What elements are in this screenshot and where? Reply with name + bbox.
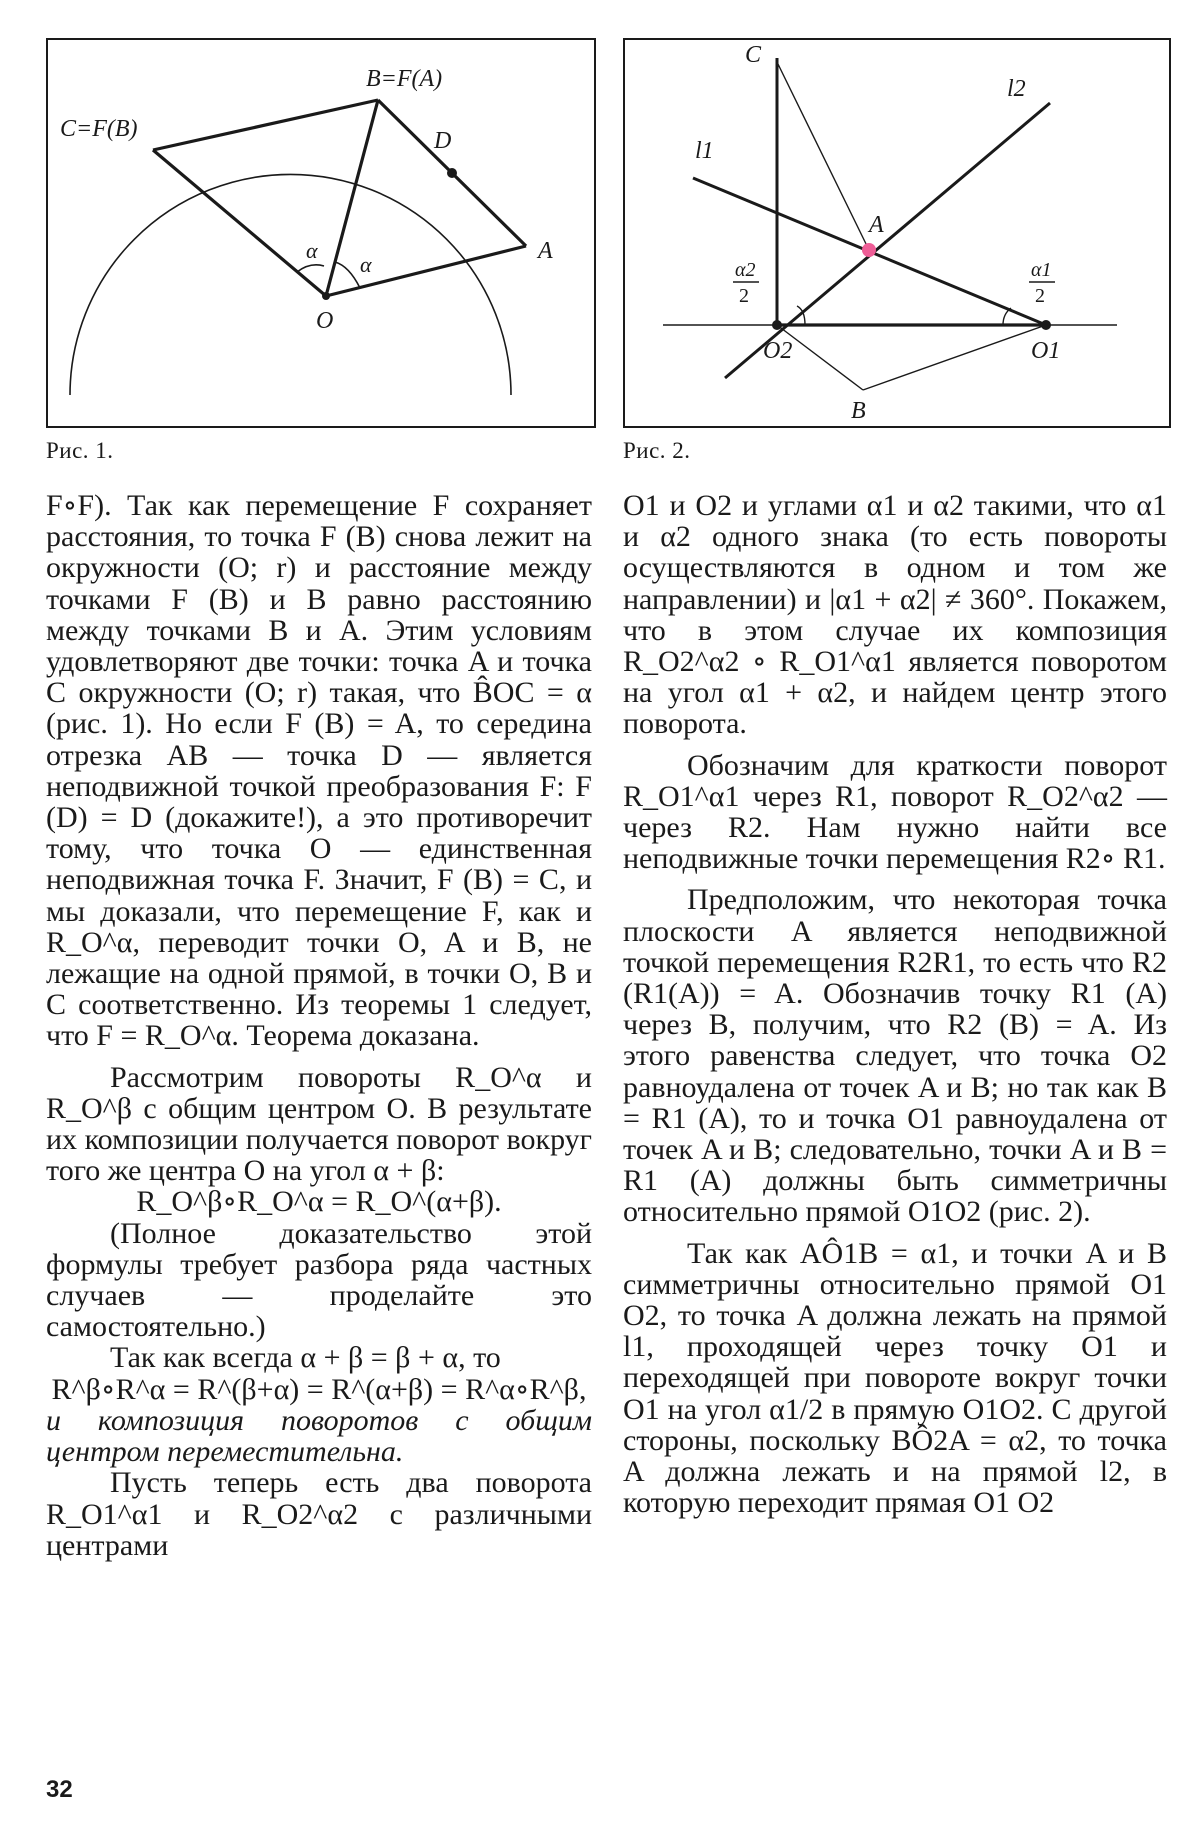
label-A: A <box>869 212 884 238</box>
paragraph: Обозначим для краткости поворот R_O1^α1 через R1, поворот R_O2^α2 — через R2. Нам нужно найти все неподвижные точки перемещения R2∘ R1. <box>623 748 1167 876</box>
label-l1: l1 <box>695 138 714 164</box>
segment-B-O1 <box>863 325 1046 390</box>
label-A: A <box>538 238 553 264</box>
right-text-column <box>623 490 1167 1519</box>
formula: R_O^β∘R_O^α = R_O^(α+β). <box>136 1185 502 1219</box>
label-a2-den: 2 <box>739 285 749 307</box>
paragraph: Так как всегда α + β = β + α, то <box>110 1341 501 1375</box>
paragraph: (Полное доказательство этой формулы требует разбора ряда частных случаев — проделайте это самостоятельно.) <box>46 1216 592 1344</box>
figure-1 <box>46 38 596 428</box>
formula: R^β∘R^α = R^(β+α) = R^(α+β) = R^α∘R^β, <box>51 1372 587 1406</box>
circle-arc <box>70 174 511 395</box>
paragraph: Пусть теперь есть два поворота R_O1^α1 и R_O2^α2 с различными центрами <box>46 1466 592 1562</box>
segment-C-A <box>777 62 869 250</box>
figure-1-caption: Рис. 1. <box>46 438 114 463</box>
figure-2-caption: Рис. 2. <box>623 438 691 463</box>
page-number: 32 <box>46 1776 73 1803</box>
figure-2-drawing <box>625 40 1169 426</box>
label-C: C=F(B) <box>60 116 138 142</box>
label-alpha-right: α <box>360 252 372 277</box>
point-O1 <box>1041 320 1051 330</box>
segment-AO <box>326 246 526 296</box>
label-l2: l2 <box>1007 76 1026 102</box>
label-a1-den: 2 <box>1035 285 1045 307</box>
segment-OC <box>153 150 326 296</box>
label-B: B <box>851 398 866 424</box>
label-a2-num: α2 <box>735 259 756 281</box>
segment-CB <box>153 100 378 150</box>
paragraph-italic: и композиция поворотов с общим центром переместительна. <box>46 1403 592 1469</box>
label-alpha-left: α <box>306 238 318 263</box>
left-text-column <box>46 490 592 1561</box>
label-C: C <box>745 42 762 68</box>
point-D <box>447 168 457 178</box>
point-O2 <box>772 320 782 330</box>
paragraph: Предположим, что некоторая точка плоскости A является неподвижной точкой перемещения R2R1, то есть что R2 (R1(A)) = A. Обозначив точку R1 (A) через B, получим, что R2 (B) = A. Из этого равенства следует, что точка O2 равноудалена от точек A и B; но так как B = R1 (A), то и точка O1 равноудалена от точек A и B; следовательно, точки A и B = R1 (A) должны быть симметричны относительно прямой O1O2 (рис. 2). <box>623 883 1167 1229</box>
paragraph: Рассмотрим повороты R_O^α и R_O^β с общим центром O. В результате их композиции получается поворот вокруг того же центра O на угол α + β: <box>46 1060 592 1188</box>
figure-2 <box>623 38 1171 428</box>
label-D: D <box>434 128 452 154</box>
label-a1-num: α1 <box>1031 259 1052 281</box>
figure-1-drawing <box>48 40 594 426</box>
angle-arc-right <box>335 262 360 288</box>
label-B: B=F(A) <box>366 66 443 92</box>
label-O: O <box>316 308 334 334</box>
paragraph: Так как AÔ1B = α1, и точки A и B симметричны относительно прямой O1 O2, то точка A должна лежать на прямой l1, проходящей через точку O1 и переходящей при повороте вокруг точки O1 на угол α1/2 в прямую O1O2. С другой стороны, поскольку BÔ2A = α2, то точка A должна лежать и на прямой l2, в которую переходит прямая O1 O2 <box>623 1236 1167 1520</box>
point-A <box>862 243 876 257</box>
paragraph: O1 и O2 и углами α1 и α2 такими, что α1 и α2 одного знака (то есть повороты осуществляются в одном и том же направлении) и |α1 + α2| ≠ 360°. Покажем, что в этом случае их композиция R_O2^α2 ∘ R_O1^α1 является поворотом на угол α1 + α2, и найдем центр этого поворота. <box>623 489 1167 741</box>
point-O <box>322 292 330 300</box>
label-O1: O1 <box>1031 338 1061 364</box>
line-l2 <box>725 103 1050 378</box>
label-O2: O2 <box>763 338 793 364</box>
paragraph: F∘F). Так как перемещение F сохраняет расстояния, то точка F (B) снова лежит на окружности (O; r) и расстояние между точками F (B) и B равно расстоянию между точками B и A. Этим условиям удовлетворяют две точки: точка A и точка C окружности (O; r) такая, что B̂OC = α (рис. 1). Но если F (B) = A, то середина отрезка AB — точка D — является неподвижной точкой преобразования F: F (D) = D (докажите!), а это противоречит тому, что точка O — единственная неподвижная точка F. Значит, F (B) = C, и мы доказали, что перемещение F, как и R_O^α, переводит точки O, A и B, не лежащие на одной прямой, в точки O, B и C соответственно. Из теоремы 1 следует, что F = R_O^α. Теорема доказана. <box>46 489 592 1053</box>
angle-arc-left <box>297 265 324 272</box>
